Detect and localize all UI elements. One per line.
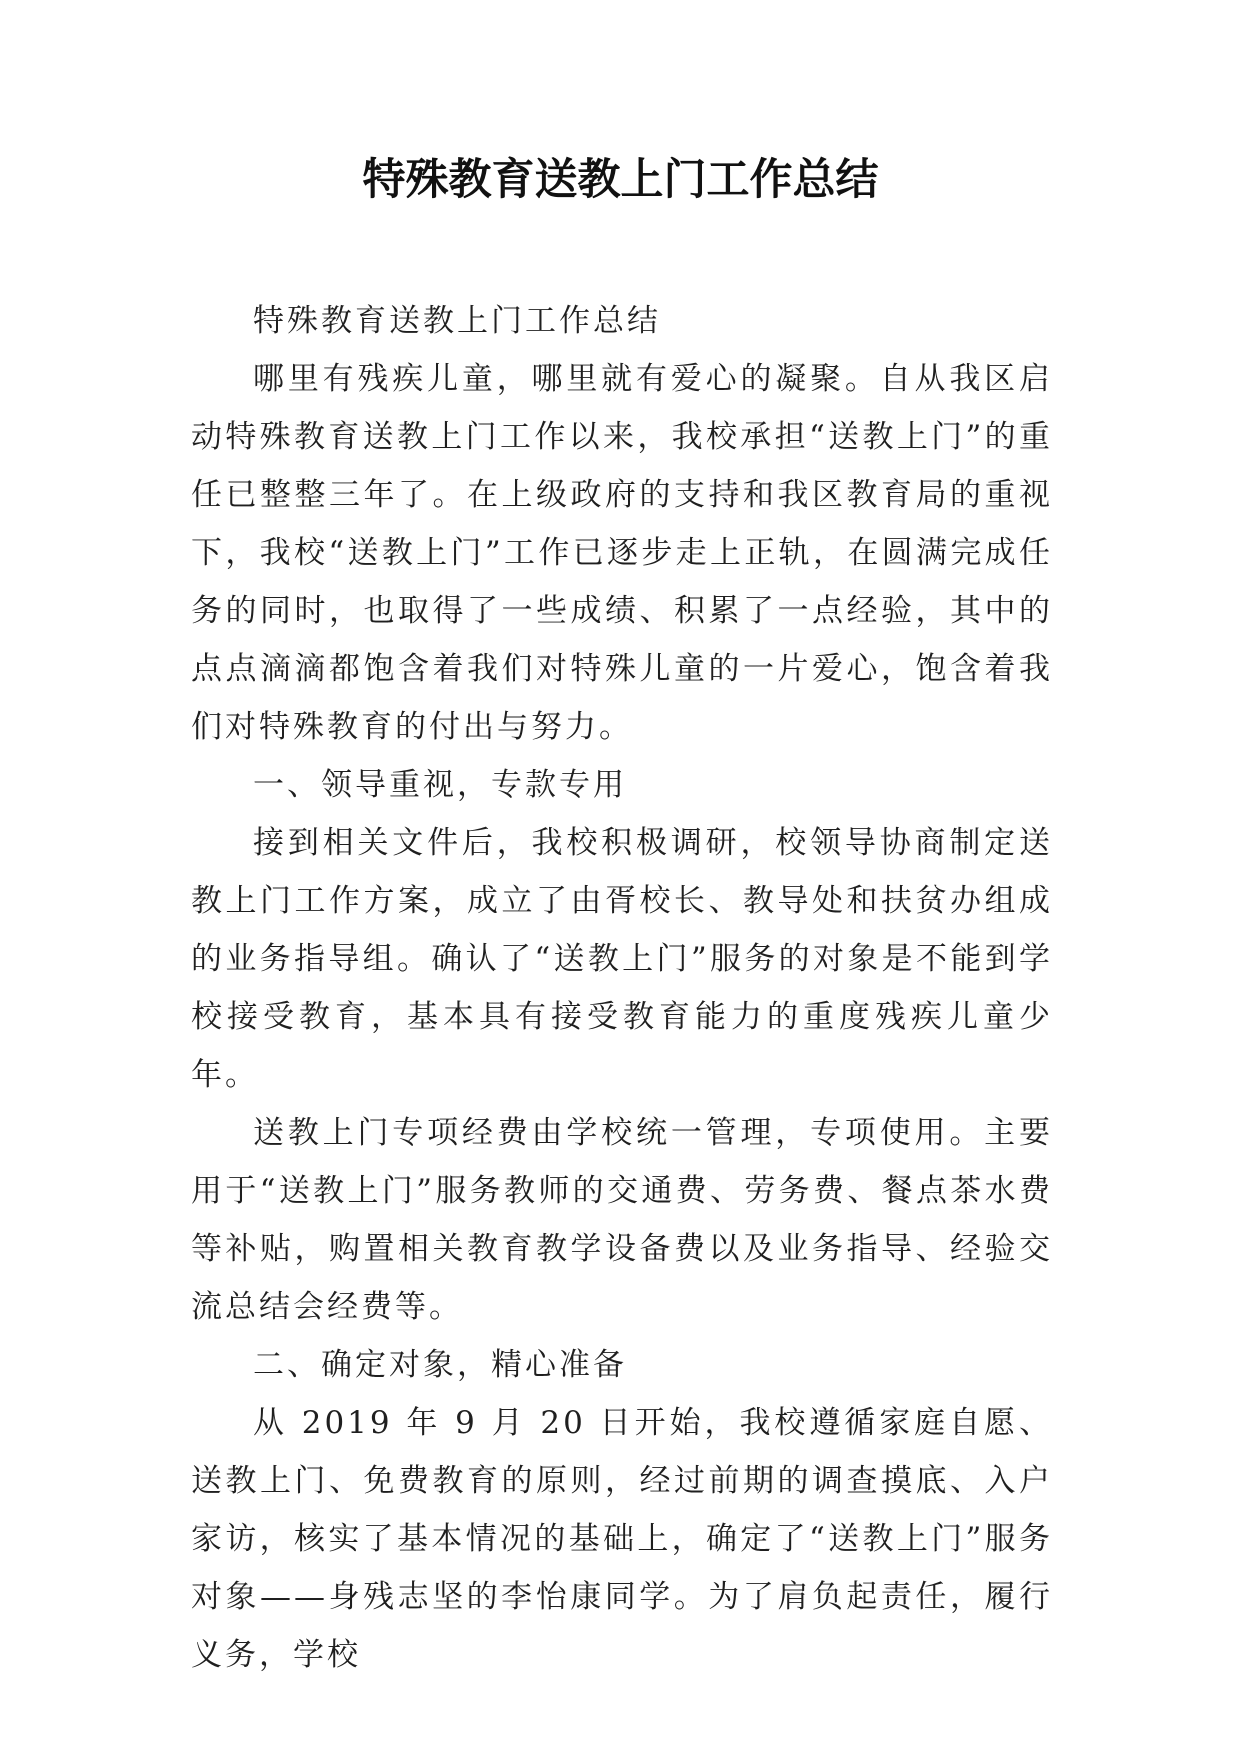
paragraph-section1-b: 送教上门专项经费由学校统一管理，专项使用。主要用于“送教上门”服务教师的交通费、劳务费、餐点茶水费等补贴，购置相关教育教学设备费以及业务指导、经验交流总结会经费等。 <box>191 1115 1053 1325</box>
paragraph-subtitle: 特殊教育送教上门工作总结 <box>253 303 661 339</box>
document-body <box>191 292 1053 1684</box>
paragraph-intro: 哪里有残疾儿童，哪里就有爱心的凝聚。自从我区启动特殊教育送教上门工作以来，我校承担“送教上门”的重任已整整三年了。在上级政府的支持和我区教育局的重视下，我校“送教上门”工作已逐步走上正轨，在圆满完成任务的同时，也取得了一些成绩、积累了一点经验，其中的点点滴滴都饱含着我们对特殊儿童的一片爱心，饱含着我们对特殊教育的付出与努力。 <box>191 361 1053 745</box>
paragraph-section1-a: 接到相关文件后，我校积极调研，校领导协商制定送教上门工作方案，成立了由胥校长、教导处和扶贫办组成的业务指导组。确认了“送教上门”服务的对象是不能到学校接受教育，基本具有接受教育能力的重度残疾儿童少年。 <box>191 825 1053 1093</box>
section-heading-1: 一、领导重视，专款专用 <box>253 767 627 803</box>
paragraph-section2-a: 从 2019 年 9 月 20 日开始，我校遵循家庭自愿、送教上门、免费教育的原则，经过前期的调查摸底、入户家访，核实了基本情况的基础上，确定了“送教上门”服务对象——身残志坚的李怡康同学。为了肩负起责任，履行义务，学校 <box>191 1405 1053 1673</box>
section-heading-2: 二、确定对象，精心准备 <box>253 1347 627 1383</box>
document-title: 特殊教育送教上门工作总结 <box>362 155 879 205</box>
